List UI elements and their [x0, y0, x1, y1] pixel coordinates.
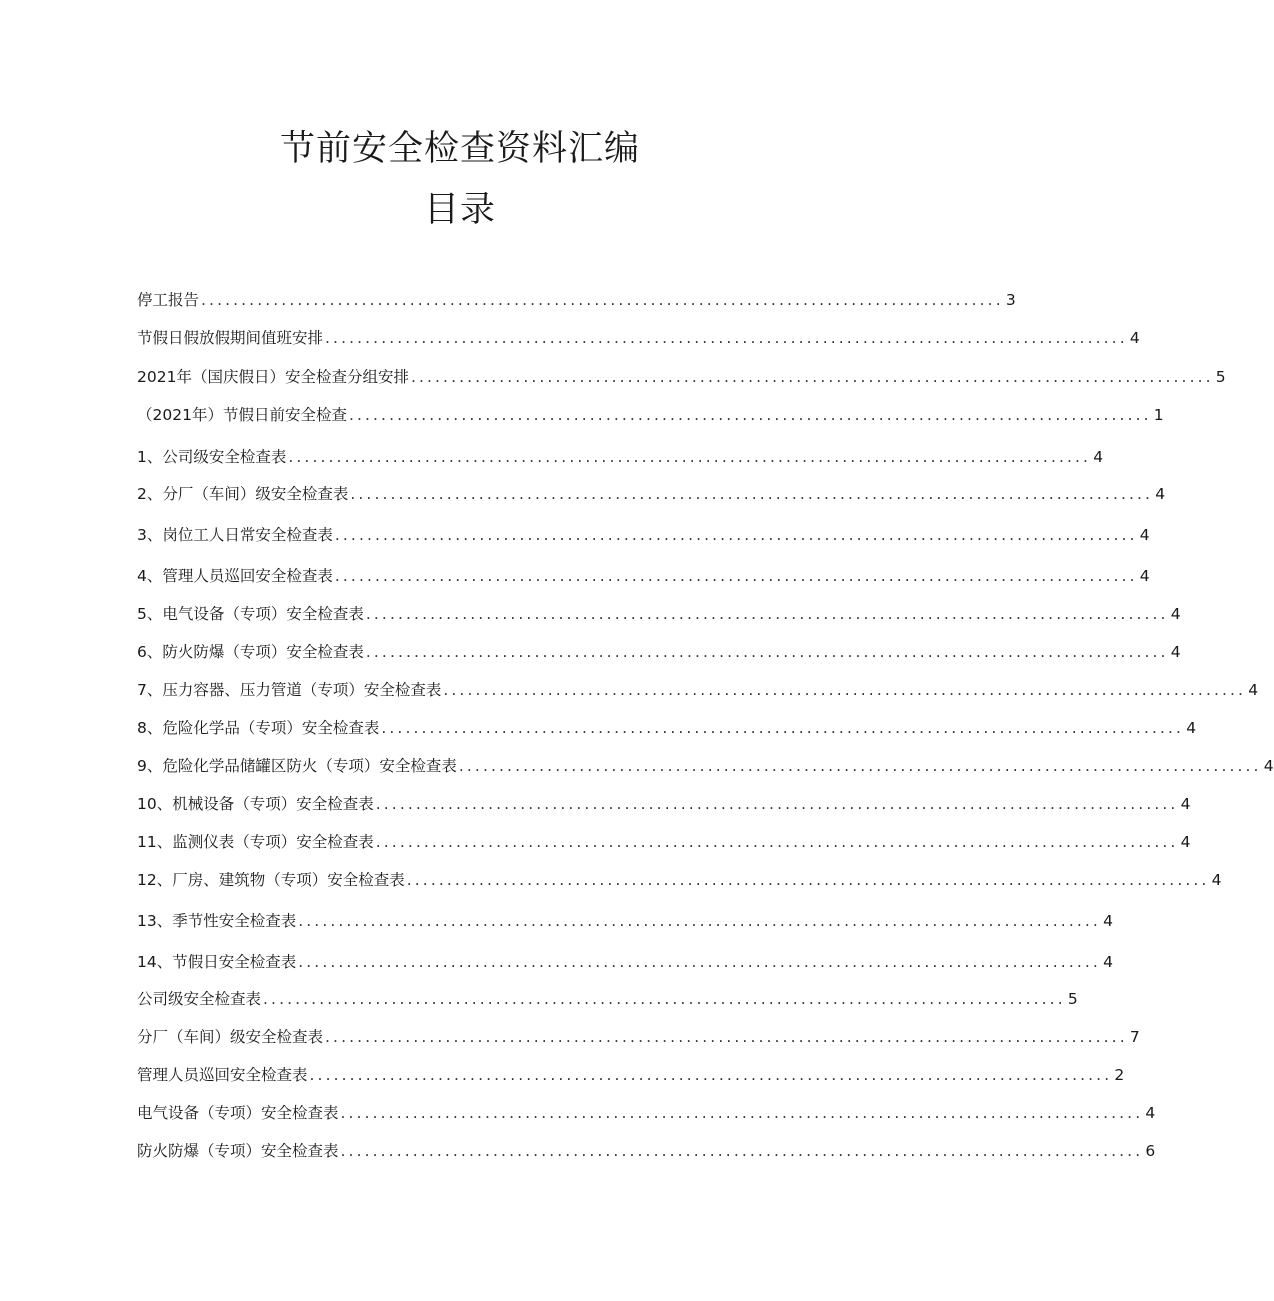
toc-entry-page: 4: [1170, 643, 1181, 661]
toc-entry-label: 13、季节性安全检查表: [137, 912, 297, 930]
toc-entry-label: 5、电气设备（专项）安全检查表: [137, 605, 364, 623]
toc-leader-dots: ....................................................................................................: [458, 757, 1262, 775]
toc-entry[interactable]: [137, 326, 1140, 350]
toc-leader-dots: ....................................................................................................: [288, 448, 1092, 466]
toc-entry-page: 4: [1211, 871, 1222, 889]
toc-leader-dots: ....................................................................................................: [365, 605, 1169, 623]
toc-entry-label: 3、岗位工人日常安全检查表: [137, 526, 333, 544]
toc-entry[interactable]: [137, 830, 1191, 854]
toc-entry-label: 11、监测仪表（专项）安全检查表: [137, 833, 374, 851]
toc-entry-label: 12、厂房、建筑物（专项）安全检查表: [137, 871, 405, 889]
toc-leader-dots: ....................................................................................................: [340, 1142, 1144, 1160]
toc-entry-label: 2、分厂（车间）级安全检查表: [137, 485, 349, 503]
toc-leader-dots: ....................................................................................................: [365, 643, 1169, 661]
toc-entry[interactable]: [137, 868, 1222, 892]
toc-entry[interactable]: [137, 564, 1150, 588]
toc-leader-dots: ....................................................................................................: [443, 681, 1247, 699]
toc-leader-dots: ....................................................................................................: [201, 291, 1004, 309]
toc-entry-label: 1、公司级安全检查表: [137, 448, 287, 466]
toc-entry-page: 5: [1215, 368, 1226, 386]
toc-entry[interactable]: [137, 792, 1191, 816]
toc-leader-dots: ....................................................................................................: [334, 567, 1138, 585]
toc-entry-page: 2: [1114, 1066, 1125, 1084]
toc-entry[interactable]: [137, 909, 1113, 933]
toc-entry-label: 公司级安全检查表: [137, 990, 262, 1008]
toc-entry[interactable]: [137, 523, 1150, 547]
toc-entry-page: 7: [1129, 1028, 1140, 1046]
toc-entry-page: 4: [1093, 448, 1104, 466]
toc-entry[interactable]: [137, 1063, 1125, 1087]
toc-entry-label: 分厂（车间）级安全检查表: [137, 1028, 324, 1046]
toc-entry-page: 4: [1180, 795, 1191, 813]
toc-entry-label: 8、危险化学品（专项）安全检查表: [137, 719, 380, 737]
toc-entry-page: 4: [1155, 485, 1166, 503]
toc-entry[interactable]: [137, 950, 1113, 974]
toc-entry-label: 4、管理人员巡回安全检查表: [137, 567, 333, 585]
toc-entry-label: 管理人员巡回安全检查表: [137, 1066, 308, 1084]
toc-entry-label: 10、机械设备（专项）安全检查表: [137, 795, 374, 813]
toc-leader-dots: ....................................................................................................: [298, 912, 1101, 930]
toc-leader-dots: ....................................................................................................: [348, 406, 1152, 424]
toc-entry[interactable]: [137, 987, 1078, 1011]
toc-leader-dots: ....................................................................................................: [406, 871, 1210, 889]
toc-entry-page: 4: [1103, 912, 1113, 930]
toc-entry[interactable]: [137, 1139, 1156, 1163]
toc-entry-label: 2021年（国庆假日）安全检查分组安排: [137, 368, 409, 386]
toc-entry-page: 4: [1145, 1104, 1156, 1122]
toc-entry-page: 4: [1170, 605, 1181, 623]
toc-entry[interactable]: [137, 482, 1166, 506]
toc-entry-page: 4: [1129, 329, 1140, 347]
toc-entry[interactable]: [137, 640, 1181, 664]
toc-leader-dots: ....................................................................................................: [298, 953, 1101, 971]
toc-entry-label: （2021年）节假日前安全检查: [137, 406, 347, 424]
toc-leader-dots: ....................................................................................................: [410, 368, 1214, 386]
toc-leader-dots: ....................................................................................................: [263, 990, 1066, 1008]
toc-entry-page: 4: [1139, 526, 1150, 544]
toc-leader-dots: ....................................................................................................: [350, 485, 1154, 503]
toc-entry-label: 电气设备（专项）安全检查表: [137, 1104, 339, 1122]
toc-entry[interactable]: [137, 445, 1104, 469]
toc-leader-dots: ....................................................................................................: [375, 833, 1179, 851]
toc-entry-label: 9、危险化学品储罐区防火（专项）安全检查表: [137, 757, 457, 775]
toc-leader-dots: ....................................................................................................: [325, 1028, 1128, 1046]
toc-entry-page: 1: [1153, 406, 1164, 424]
toc-entry-page: 5: [1067, 990, 1078, 1008]
toc-heading: 目录: [423, 190, 496, 230]
toc-entry[interactable]: [137, 288, 1016, 312]
toc-entry[interactable]: [137, 1025, 1140, 1049]
toc-entry[interactable]: [137, 678, 1259, 702]
toc-leader-dots: ....................................................................................................: [309, 1066, 1113, 1084]
toc-entry-page: 4: [1180, 833, 1191, 851]
toc-entry-page: 6: [1145, 1142, 1156, 1160]
toc-entry-page: 4: [1263, 757, 1274, 775]
toc-entry-label: 节假日假放假期间值班安排: [137, 329, 324, 347]
toc-entry[interactable]: [137, 754, 1274, 778]
toc-entry-label: 7、压力容器、压力管道（专项）安全检查表: [137, 681, 442, 699]
toc-entry-label: 停工报告: [137, 291, 200, 309]
toc-entry-page: 4: [1248, 681, 1259, 699]
toc-entry-label: 14、节假日安全检查表: [137, 953, 297, 971]
toc-entry-page: 3: [1005, 291, 1016, 309]
toc-leader-dots: ....................................................................................................: [375, 795, 1179, 813]
toc-entry[interactable]: [137, 1101, 1156, 1125]
toc-entry[interactable]: [137, 365, 1226, 389]
toc-entry[interactable]: [137, 602, 1181, 626]
toc-leader-dots: ....................................................................................................: [334, 526, 1138, 544]
toc-entry-page: 4: [1186, 719, 1197, 737]
toc-entry-label: 防火防爆（专项）安全检查表: [137, 1142, 339, 1160]
toc-entry[interactable]: [137, 403, 1164, 427]
toc-entry-page: 4: [1103, 953, 1113, 971]
toc-entry-label: 6、防火防爆（专项）安全检查表: [137, 643, 364, 661]
toc-leader-dots: ....................................................................................................: [381, 719, 1185, 737]
toc-entry[interactable]: [137, 716, 1197, 740]
toc-leader-dots: ....................................................................................................: [340, 1104, 1144, 1122]
toc-leader-dots: ....................................................................................................: [325, 329, 1128, 347]
toc-entry-page: 4: [1139, 567, 1150, 585]
document-title: 节前安全检查资料汇编: [279, 129, 640, 169]
